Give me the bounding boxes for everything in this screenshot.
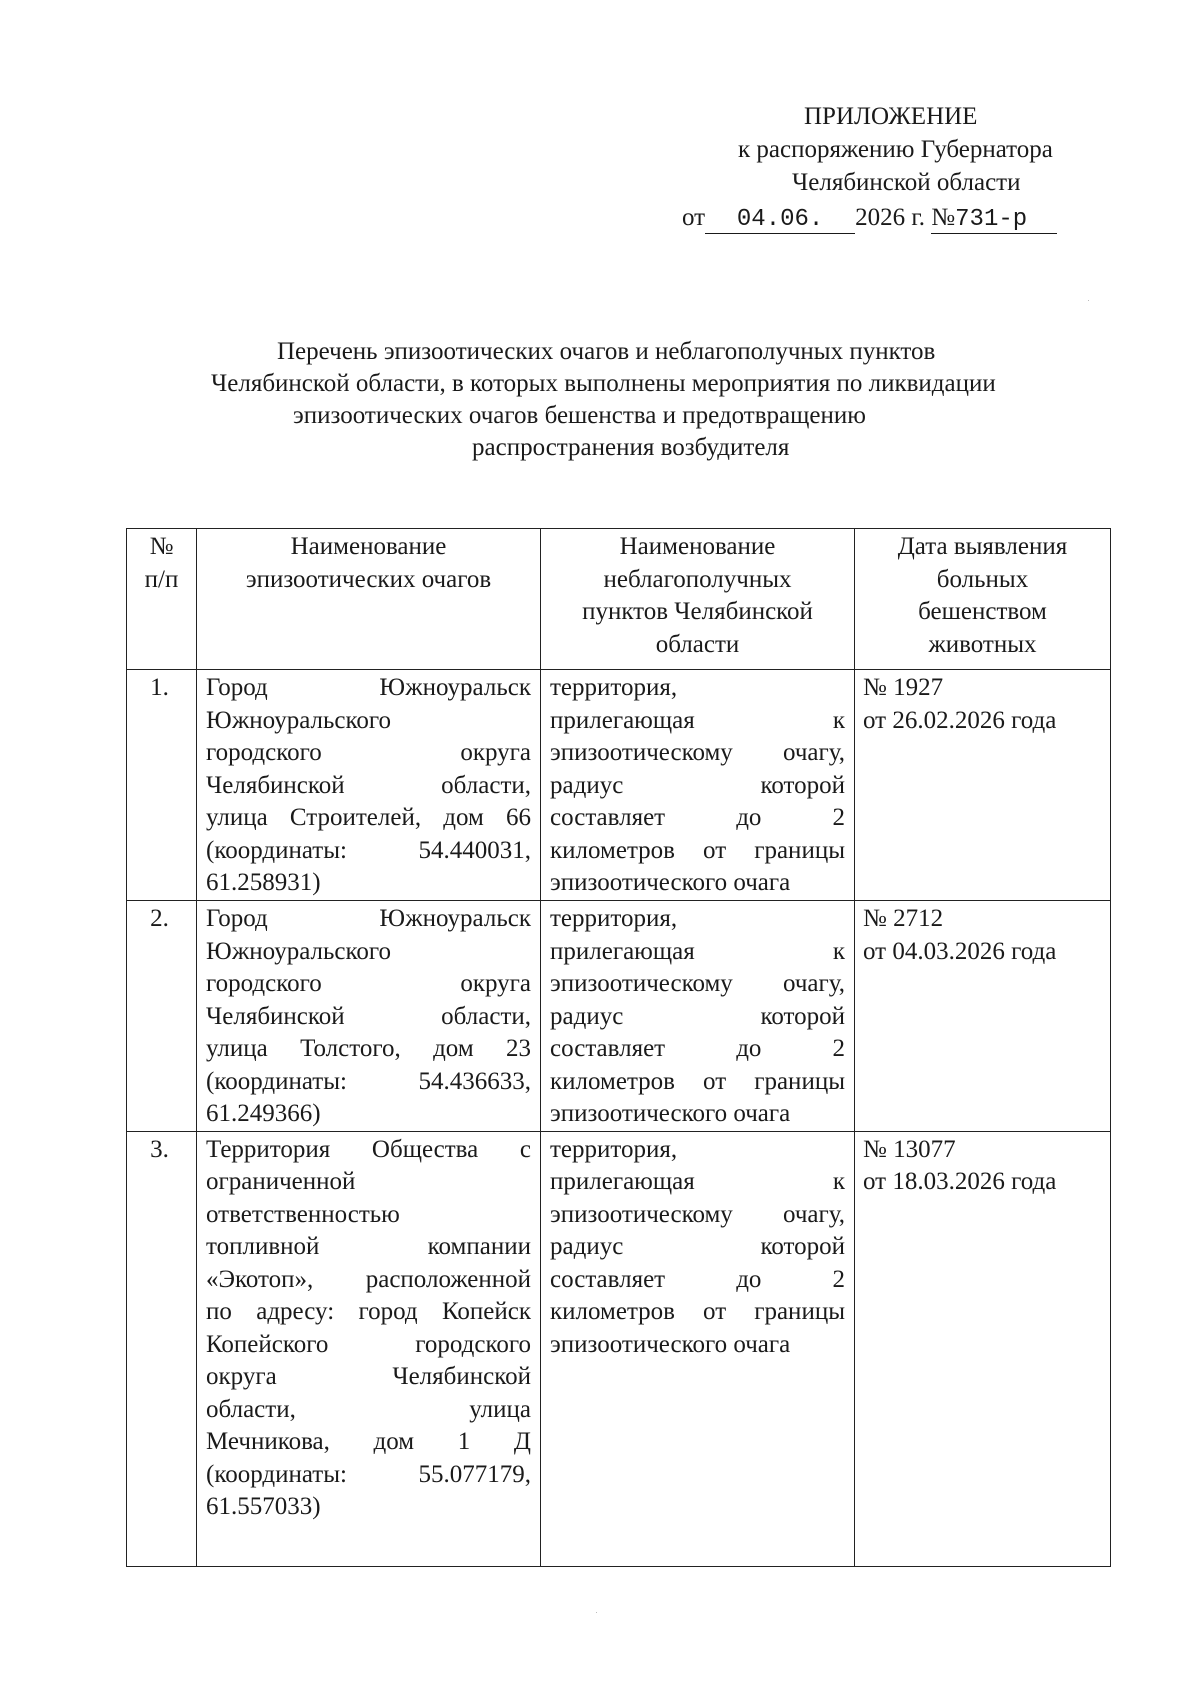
appendix-header <box>600 100 1110 234</box>
cell-line: округа Челябинской <box>206 1363 531 1390</box>
header-text: № <box>149 533 174 560</box>
cell-line: радиус которой <box>550 1002 845 1030</box>
case-number: № 1927 <box>863 674 944 701</box>
document-title-line-4: распространения возбудителя <box>472 434 790 461</box>
cell-line: Копейского городского <box>206 1330 531 1358</box>
detection-date-cell <box>855 901 1111 1132</box>
date-prefix: от <box>682 204 706 231</box>
case-date: от 18.03.2026 года <box>863 1168 1057 1195</box>
header-affected-points <box>541 529 855 670</box>
cell-line: эпизоотического очага <box>550 869 791 896</box>
case-number: № 13077 <box>863 1135 956 1163</box>
affected-points-cell <box>541 901 855 1132</box>
header-text: больных <box>936 565 1029 593</box>
focus-name-cell <box>197 1131 541 1566</box>
document-title-line-1: Перечень эпизоотических очагов и неблагополучных пунктов <box>277 338 936 365</box>
cell-line: области, улица <box>206 1395 531 1423</box>
detection-date-cell <box>855 670 1111 901</box>
order-date-value: 04.06. <box>736 206 824 233</box>
header-focus-name <box>197 529 541 670</box>
header-text: Наименование <box>290 533 447 560</box>
document-title-line-2: Челябинской области, в которых выполнены мероприятия по ликвидации <box>211 370 996 397</box>
cell-line: улица Толстого, дом 23 <box>206 1035 531 1062</box>
case-date: от 26.02.2026 года <box>863 706 1057 734</box>
header-text: эпизоотических очагов <box>245 565 492 593</box>
row-number: 3. <box>127 1131 197 1566</box>
cell-line: (координаты: 54.440031, <box>206 836 531 864</box>
document-title-line-3: эпизоотических очагов бешенства и предотвращению <box>293 402 866 429</box>
table-row <box>127 670 1111 901</box>
cell-line: эпизоотическому очагу, <box>550 970 845 997</box>
order-date-line <box>682 201 1192 234</box>
cell-line: городского округа <box>206 739 531 766</box>
header-text: Наименование <box>619 533 776 560</box>
header-text: Дата выявления <box>897 533 1068 560</box>
cell-line: эпизоотического очага <box>550 1330 791 1358</box>
cell-line: ограниченной <box>206 1168 356 1195</box>
header-text: бешенством <box>918 598 1047 625</box>
affected-points-cell <box>541 1131 855 1566</box>
cell-line: километров от границы <box>550 1298 845 1325</box>
appendix-title: ПРИЛОЖЕНИЕ <box>804 103 978 130</box>
affected-points-cell <box>541 670 855 901</box>
cell-line: (координаты: 54.436633, <box>206 1067 531 1095</box>
cell-line: городского округа <box>206 970 531 997</box>
cell-line: составляет до 2 <box>550 1265 845 1293</box>
document-title <box>150 336 1110 464</box>
cell-line: Мечникова, дом 1 Д <box>206 1428 531 1455</box>
table-header-row <box>127 529 1111 670</box>
cell-line: улица Строителей, дом 66 <box>206 804 531 831</box>
cell-line: Город Южноуральск <box>206 905 531 932</box>
cell-line: топливной компании <box>206 1233 531 1260</box>
cell-line: прилегающая к <box>550 706 845 734</box>
row-number: 1. <box>127 670 197 901</box>
cell-line: километров от границы <box>550 836 845 864</box>
cell-line: Город Южноуральск <box>206 674 531 701</box>
cell-line: Челябинской области, <box>206 771 531 799</box>
cell-line: ответственностью <box>206 1200 400 1228</box>
order-year: 2026 г. <box>855 204 926 231</box>
cell-line: по адресу: город Копейск <box>206 1298 531 1325</box>
header-text: п/п <box>144 565 179 593</box>
cell-line: территория, <box>550 674 678 701</box>
cell-line: эпизоотическому очагу, <box>550 1200 845 1228</box>
cell-line: эпизоотического очага <box>550 1100 791 1127</box>
cell-line: 61.557033) <box>206 1493 321 1520</box>
detection-date-cell <box>855 1131 1111 1566</box>
table-row <box>127 1131 1111 1566</box>
cell-line: прилегающая к <box>550 937 845 965</box>
header-text: животных <box>928 630 1037 658</box>
cell-line: радиус которой <box>550 1233 845 1260</box>
cell-line: эпизоотическому очагу, <box>550 739 845 766</box>
cell-line: радиус которой <box>550 771 845 799</box>
cell-line: Южноуральского <box>206 937 391 965</box>
appendix-reference-line-2: Челябинской области <box>792 169 1021 196</box>
header-detection-date <box>855 529 1111 670</box>
cell-line: Челябинской области, <box>206 1002 531 1030</box>
cell-line: Территория Общества с <box>206 1135 531 1163</box>
cell-line: составляет до 2 <box>550 804 845 831</box>
focus-name-cell <box>197 901 541 1132</box>
cell-line: 61.249366) <box>206 1100 321 1127</box>
appendix-reference-line-1: к распоряжению Губернатора <box>738 136 1053 163</box>
cell-line: составляет до 2 <box>550 1035 845 1062</box>
scan-speck <box>596 1612 597 1613</box>
header-text: пунктов Челябинской <box>582 598 813 625</box>
focus-name-cell <box>197 670 541 901</box>
row-number: 2. <box>127 901 197 1132</box>
header-number <box>127 529 197 670</box>
cell-line: прилегающая к <box>550 1168 845 1195</box>
cell-line: 61.258931) <box>206 869 321 896</box>
cell-line: Южноуральского <box>206 706 391 734</box>
case-number: № 2712 <box>863 905 944 932</box>
order-number-value: 731-р <box>955 206 1028 233</box>
cell-line: территория, <box>550 905 678 932</box>
cell-line: (координаты: 55.077179, <box>206 1460 531 1488</box>
epizootic-foci-table <box>126 528 1111 1567</box>
case-date: от 04.03.2026 года <box>863 937 1057 965</box>
header-text: неблагополучных <box>603 565 792 593</box>
scan-speck <box>1088 300 1089 301</box>
header-text: области <box>655 630 740 658</box>
order-number-prefix: № <box>931 204 956 231</box>
cell-line: территория, <box>550 1135 678 1163</box>
cell-line: «Экотоп», расположенной <box>206 1265 531 1293</box>
table-row <box>127 901 1111 1132</box>
cell-line: километров от границы <box>550 1067 845 1095</box>
